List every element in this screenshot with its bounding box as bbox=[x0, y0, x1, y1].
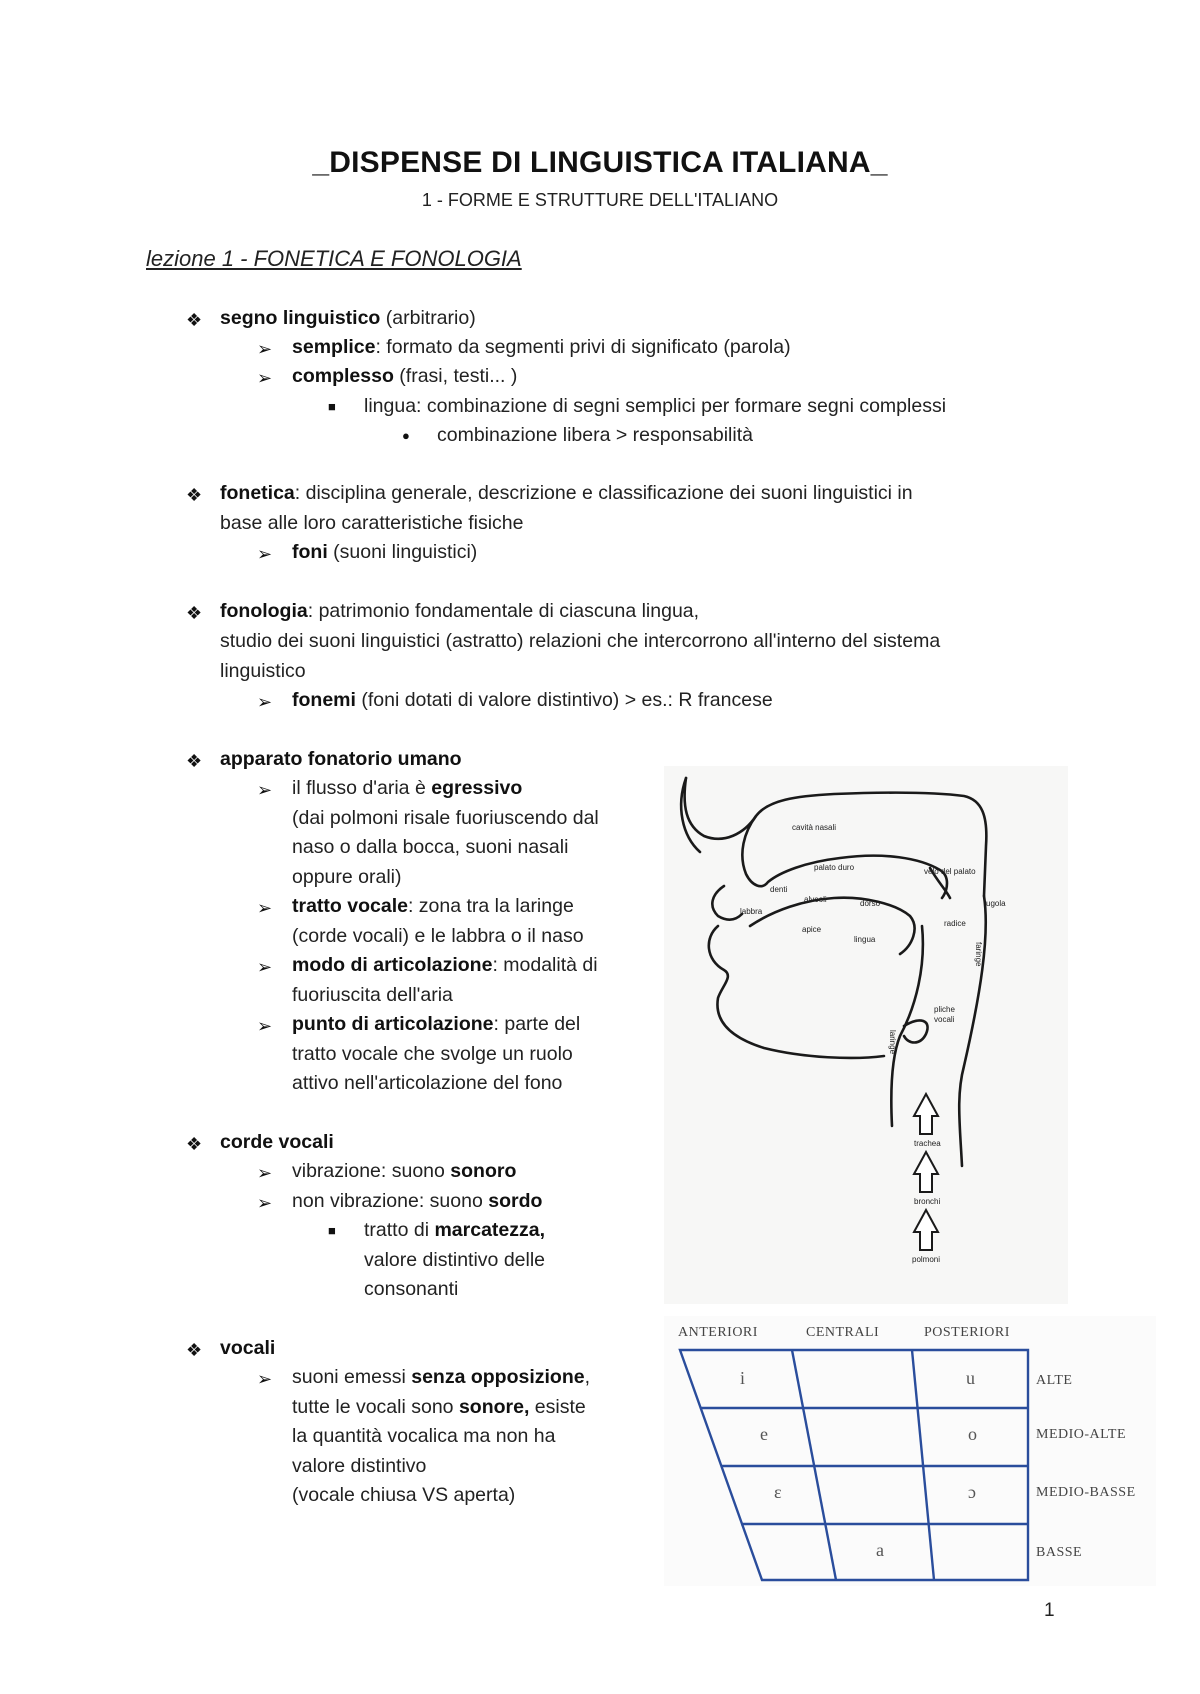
segno-line bbox=[220, 304, 476, 334]
fonetica-term: fonetica bbox=[220, 482, 295, 504]
tratto-rest: : zona tra la laringe bbox=[407, 895, 574, 917]
column-centrali: CENTRALI bbox=[806, 1325, 880, 1340]
vocali-s-pre: suoni emessi bbox=[292, 1366, 412, 1388]
arrow-bullet-icon: ➢ bbox=[257, 1016, 273, 1036]
diamond-bullet-icon: ❖ bbox=[186, 751, 203, 771]
label-lingua: lingua bbox=[854, 935, 876, 944]
table-background bbox=[664, 1316, 1156, 1586]
tratto-line bbox=[292, 892, 574, 922]
label-apice: apice bbox=[802, 925, 822, 934]
vocali-line-1 bbox=[292, 1363, 590, 1393]
square-bullet-icon: ■ bbox=[328, 1223, 336, 1238]
arrow-bullet-icon: ➢ bbox=[257, 1163, 273, 1183]
vibrazione-line bbox=[292, 1157, 516, 1187]
vib-pre: vibrazione: suono bbox=[292, 1160, 451, 1182]
fonetica-rest: : disciplina generale, descrizione e classificazione dei suoni linguistici in bbox=[294, 482, 913, 504]
tratto-bold: marcatezza, bbox=[434, 1219, 546, 1241]
semplice-term: semplice bbox=[292, 336, 376, 358]
label-trachea: trachea bbox=[914, 1139, 941, 1148]
foni-line bbox=[292, 538, 477, 568]
vowel-u: u bbox=[966, 1368, 975, 1388]
tratto-term: tratto vocale bbox=[292, 895, 408, 917]
label-dorso: dorso bbox=[860, 899, 881, 908]
diamond-bullet-icon: ❖ bbox=[186, 1134, 203, 1154]
punto-term: punto di articolazione bbox=[292, 1013, 494, 1035]
complesso-term: complesso bbox=[292, 365, 394, 387]
tratto-pre: tratto di bbox=[364, 1219, 435, 1241]
corde-term: corde vocali bbox=[220, 1131, 334, 1153]
vib-bold: sonoro bbox=[450, 1160, 517, 1182]
nonvib-pre: non vibrazione: suono bbox=[292, 1190, 489, 1212]
fonologia-rest: : patrimonio fondamentale di ciascuna lingua, bbox=[307, 600, 700, 622]
vocali-line-4: valore distintivo bbox=[292, 1455, 427, 1477]
arrow-bullet-icon: ➢ bbox=[257, 339, 273, 359]
diamond-bullet-icon: ❖ bbox=[186, 1340, 203, 1360]
flusso-line-3: naso o dalla bocca, suoni nasali bbox=[292, 836, 569, 858]
vowel-trapezoid-table bbox=[664, 1316, 1156, 1586]
fonologia-line bbox=[220, 597, 699, 627]
punto-line bbox=[292, 1010, 580, 1040]
fonologia-line-2: studio dei suoni linguistici (astratto) relazioni che intercorrono all'interno del sistema bbox=[220, 630, 941, 652]
label-faringe: faringe bbox=[974, 942, 983, 967]
punto-rest: : parte del bbox=[493, 1013, 581, 1035]
vowel-open-o: ɔ bbox=[968, 1482, 976, 1502]
modo-term: modo di articolazione bbox=[292, 954, 493, 976]
marcatezza-line bbox=[364, 1216, 545, 1246]
vocali-line-3: la quantità vocalica ma non ha bbox=[292, 1425, 556, 1447]
fonemi-term: fonemi bbox=[292, 689, 356, 711]
flusso-line-4: oppure orali) bbox=[292, 866, 402, 888]
vocali-s-post: , bbox=[584, 1366, 590, 1388]
modo-rest: : modalità di bbox=[492, 954, 598, 976]
modo-line bbox=[292, 951, 598, 981]
semplice-rest: : formato da segmenti privi di significato (parola) bbox=[375, 336, 791, 358]
vocali-line bbox=[220, 1334, 275, 1364]
document-subtitle: 1 - FORME E STRUTTURE DELL'ITALIANO bbox=[421, 190, 779, 210]
segno-rest: (arbitrario) bbox=[380, 307, 476, 329]
complesso-line bbox=[292, 362, 517, 392]
arrow-bullet-icon: ➢ bbox=[257, 1193, 273, 1213]
square-bullet-icon: ■ bbox=[328, 399, 336, 414]
foni-term: foni bbox=[292, 541, 328, 563]
foni-rest: (suoni linguistici) bbox=[327, 541, 478, 563]
arrow-bullet-icon: ➢ bbox=[257, 780, 273, 800]
fonologia-line-3: linguistico bbox=[220, 660, 306, 682]
vocali-term: vocali bbox=[220, 1337, 276, 1359]
arrow-bullet-icon: ➢ bbox=[257, 544, 273, 564]
arrow-bullet-icon: ➢ bbox=[257, 898, 273, 918]
flusso-pre: il flusso d'aria è bbox=[292, 777, 432, 799]
page-number: 1 bbox=[1044, 1600, 1055, 1621]
label-denti: denti bbox=[770, 885, 788, 894]
vowel-i: i bbox=[740, 1368, 746, 1388]
row-basse: BASSE bbox=[1036, 1545, 1083, 1560]
fonetica-line bbox=[220, 479, 913, 509]
label-pliche: pliche bbox=[934, 1005, 955, 1014]
label-alveoli: alveoli bbox=[804, 895, 827, 904]
fonemi-line bbox=[292, 686, 773, 716]
label-palato-duro: palato duro bbox=[814, 863, 855, 872]
punto-line-3: attivo nell'articolazione del fono bbox=[292, 1072, 563, 1094]
label-ugola: ugola bbox=[986, 899, 1006, 908]
apparato-line bbox=[220, 745, 462, 775]
vocal-tract-diagram bbox=[664, 766, 1068, 1304]
dot-bullet-icon: ● bbox=[402, 428, 410, 443]
apparato-term: apparato fonatorio umano bbox=[220, 748, 462, 770]
row-medio-basse: MEDIO-BASSE bbox=[1036, 1485, 1136, 1500]
vowel-a: a bbox=[876, 1540, 884, 1560]
label-laringe: laringe bbox=[888, 1030, 897, 1055]
vocali-line-5: (vocale chiusa VS aperta) bbox=[292, 1484, 516, 1506]
label-bronchi: bronchi bbox=[914, 1197, 941, 1206]
arrow-bullet-icon: ➢ bbox=[257, 692, 273, 712]
vocali-s-bold: senza opposizione bbox=[411, 1366, 585, 1388]
vowel-o: o bbox=[968, 1424, 977, 1444]
vowel-e: e bbox=[760, 1424, 768, 1444]
lesson-heading: lezione 1 - FONETICA E FONOLOGIA bbox=[146, 246, 522, 271]
label-radice: radice bbox=[944, 919, 966, 928]
fonetica-line-2: base alle loro caratteristiche fisiche bbox=[220, 512, 524, 534]
vocali-l2-bold: sonore, bbox=[458, 1396, 530, 1418]
corde-line bbox=[220, 1128, 334, 1158]
label-velo: velo del palato bbox=[924, 867, 976, 876]
lingua-line: lingua: combinazione di segni semplici per formare segni complessi bbox=[364, 395, 947, 417]
fonemi-rest: (foni dotati di valore distintivo) > es.: R francese bbox=[355, 689, 773, 711]
punto-line-2: tratto vocale che svolge un ruolo bbox=[292, 1043, 573, 1065]
tratto-line-2: (corde vocali) e le labbra o il naso bbox=[292, 925, 584, 947]
non-vibrazione-line bbox=[292, 1187, 542, 1217]
arrow-bullet-icon: ➢ bbox=[257, 1369, 273, 1389]
marcatezza-line-3: consonanti bbox=[364, 1278, 459, 1300]
fonologia-term: fonologia bbox=[220, 600, 308, 622]
label-cavita: cavità nasali bbox=[792, 823, 837, 832]
complesso-rest: (frasi, testi... ) bbox=[393, 365, 518, 387]
arrow-bullet-icon: ➢ bbox=[257, 957, 273, 977]
vowel-open-e: ɛ bbox=[774, 1482, 782, 1502]
vocali-line-2 bbox=[292, 1393, 586, 1423]
column-posteriori: POSTERIORI bbox=[924, 1325, 1010, 1340]
arrow-bullet-icon: ➢ bbox=[257, 368, 273, 388]
label-vocali: vocali bbox=[934, 1015, 955, 1024]
flusso-line bbox=[292, 774, 522, 804]
label-labbra: labbra bbox=[740, 907, 763, 916]
diamond-bullet-icon: ❖ bbox=[186, 310, 203, 330]
nonvib-bold: sordo bbox=[488, 1190, 543, 1212]
row-medio-alte: MEDIO-ALTE bbox=[1036, 1427, 1127, 1442]
combinazione-line: combinazione libera > responsabilità bbox=[437, 424, 753, 446]
row-alte: ALTE bbox=[1036, 1373, 1073, 1388]
diamond-bullet-icon: ❖ bbox=[186, 485, 203, 505]
label-polmoni: polmoni bbox=[912, 1255, 941, 1264]
flusso-line-2: (dai polmoni risale fuoriuscendo dal bbox=[292, 807, 599, 829]
vocali-l2-pre: tutte le vocali sono bbox=[292, 1396, 459, 1418]
semplice-line bbox=[292, 333, 791, 363]
marcatezza-line-2: valore distintivo delle bbox=[364, 1249, 546, 1271]
column-anteriori: ANTERIORI bbox=[678, 1325, 758, 1340]
segno-term: segno linguistico bbox=[220, 307, 381, 329]
vocali-l2-post: esiste bbox=[529, 1396, 586, 1418]
flusso-bold: egressivo bbox=[431, 777, 523, 799]
modo-line-2: fuoriuscita dell'aria bbox=[292, 984, 453, 1006]
diagram-background bbox=[664, 766, 1068, 1304]
document-title: _DISPENSE DI LINGUISTICA ITALIANA_ bbox=[312, 146, 888, 179]
diamond-bullet-icon: ❖ bbox=[186, 603, 203, 623]
